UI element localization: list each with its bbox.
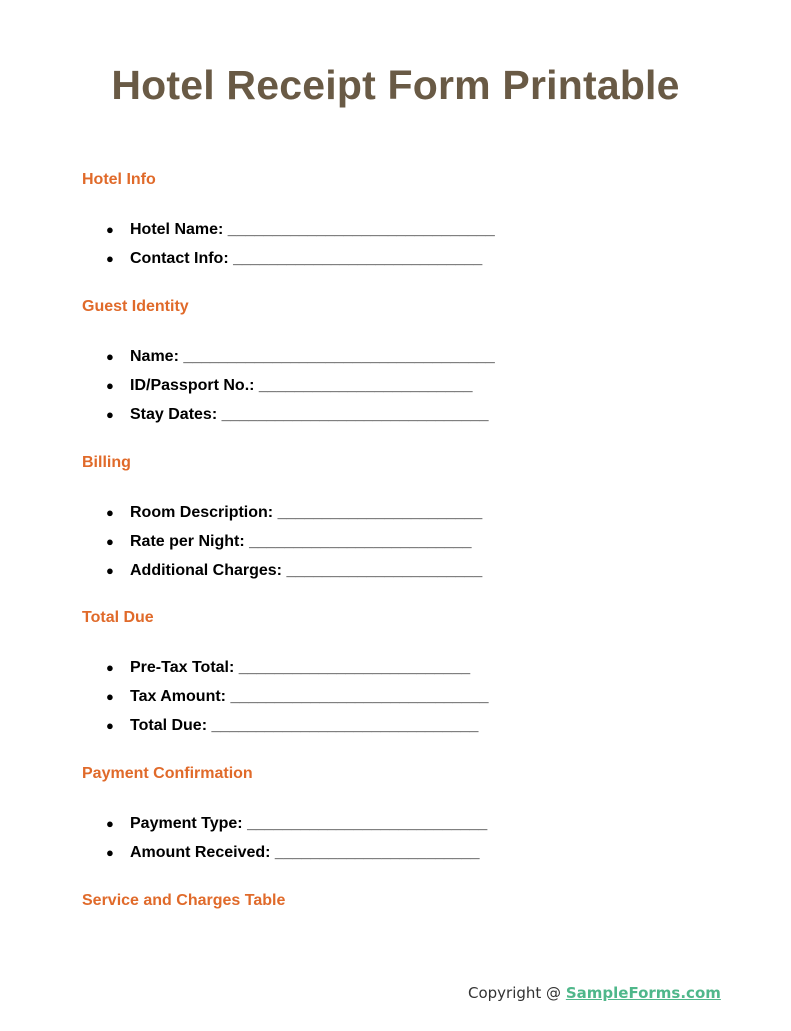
field-contact-info xyxy=(82,250,495,279)
copyright-footer xyxy=(468,984,721,1002)
bullet-icon: ● xyxy=(106,563,114,578)
bullet-icon: ● xyxy=(106,845,114,860)
field-hotel-name xyxy=(82,221,495,250)
field-tax-amount xyxy=(82,688,489,717)
field-label: Rate per Night: _________________________ xyxy=(130,533,472,550)
bullet-icon: ● xyxy=(106,816,114,831)
bullet-icon: ● xyxy=(106,718,114,733)
field-id-passport xyxy=(82,377,495,406)
bullet-icon: ● xyxy=(106,378,114,393)
total-due-field-list xyxy=(82,659,489,746)
field-payment-type xyxy=(82,815,487,844)
field-rate-per-night xyxy=(82,533,482,562)
field-label: Amount Received: _______________________ xyxy=(130,844,480,861)
section-heading-hotel-info: Hotel Info xyxy=(82,171,156,188)
bullet-icon: ● xyxy=(106,660,114,675)
section-heading-service-table: Service and Charges Table xyxy=(82,892,286,909)
field-label: Name: ___________________________________ xyxy=(130,348,495,365)
bullet-icon: ● xyxy=(106,689,114,704)
field-room-description xyxy=(82,504,482,533)
bullet-icon: ● xyxy=(106,222,114,237)
bullet-icon: ● xyxy=(106,534,114,549)
field-label: Pre-Tax Total: __________________________ xyxy=(130,659,471,676)
copyright-text: Copyright @ xyxy=(468,984,566,1002)
bullet-icon: ● xyxy=(106,505,114,520)
bullet-icon: ● xyxy=(106,349,114,364)
field-label: Tax Amount: _____________________________ xyxy=(130,688,489,705)
field-amount-received xyxy=(82,844,487,873)
field-name xyxy=(82,348,495,377)
payment-confirmation-field-list xyxy=(82,815,487,873)
field-total-due xyxy=(82,717,489,746)
field-label: Additional Charges: ______________________ xyxy=(130,562,483,579)
section-heading-total-due: Total Due xyxy=(82,609,154,626)
guest-identity-field-list xyxy=(82,348,495,435)
field-label: Total Due: ______________________________ xyxy=(130,717,479,734)
section-heading-guest-identity: Guest Identity xyxy=(82,298,189,315)
section-heading-billing: Billing xyxy=(82,454,131,471)
billing-field-list xyxy=(82,504,482,591)
field-label: Payment Type: ___________________________ xyxy=(130,815,488,832)
field-label: Room Description: _______________________ xyxy=(130,504,483,521)
field-stay-dates xyxy=(82,406,495,435)
field-label: Hotel Name: ______________________________ xyxy=(130,221,495,238)
page-title: Hotel Receipt Form Printable xyxy=(111,62,680,108)
hotel-info-field-list xyxy=(82,221,495,279)
sampleforms-link[interactable]: SampleForms.com xyxy=(565,984,721,1002)
field-pre-tax-total xyxy=(82,659,489,688)
field-additional-charges xyxy=(82,562,482,591)
section-heading-payment-confirmation: Payment Confirmation xyxy=(82,765,253,782)
field-label: Contact Info: ____________________________ xyxy=(130,250,483,267)
field-label: Stay Dates: ______________________________ xyxy=(130,406,489,423)
bullet-icon: ● xyxy=(106,407,114,422)
bullet-icon: ● xyxy=(106,251,114,266)
field-label: ID/Passport No.: ________________________ xyxy=(130,377,473,394)
